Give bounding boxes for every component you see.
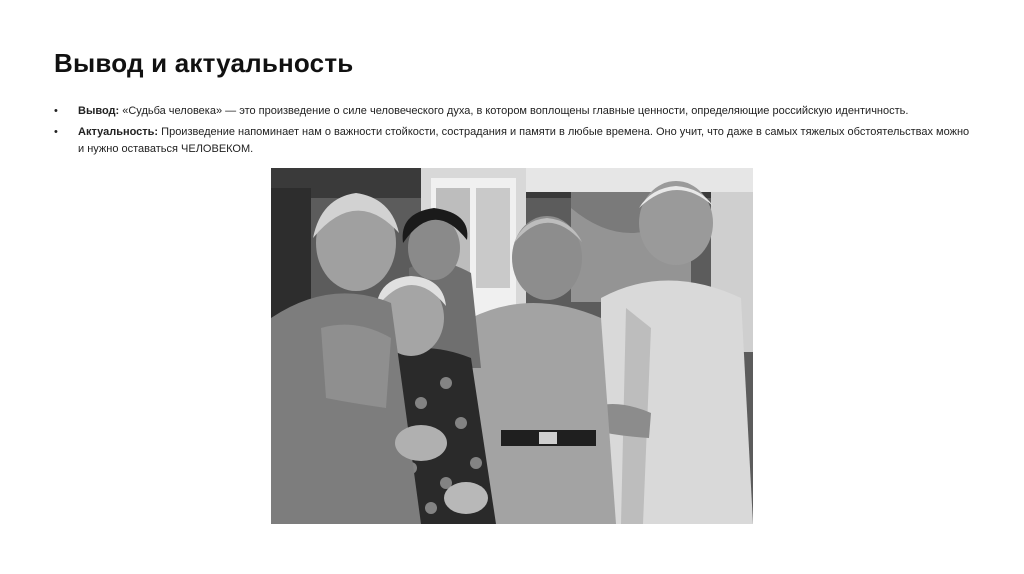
bullet-list: [54, 103, 974, 162]
photo-illustration: [271, 168, 753, 524]
bullet-term: Вывод:: [78, 105, 120, 117]
bullet-marker: •: [54, 126, 58, 138]
bullet-item-relevance: [54, 124, 974, 158]
bullet-item-conclusion: [54, 103, 974, 120]
bullet-marker: •: [54, 105, 58, 117]
bullet-text: Произведение напоминает нам о важности стойкости, сострадания и памяти в любые времена. Оно учит, что даже в самых тяжелых обстоятельствах можно и нужно оставаться ЧЕЛОВЕКОМ.: [78, 126, 970, 155]
slide-title: Вывод и актуальность: [54, 48, 354, 78]
bullet-text: «Судьба человека» — это произведение о силе человеческого духа, в котором воплощены главные ценности, определяющие российскую идентичность.: [119, 105, 909, 117]
group-photo: [271, 168, 753, 524]
bullet-term: Актуальность:: [78, 126, 159, 138]
